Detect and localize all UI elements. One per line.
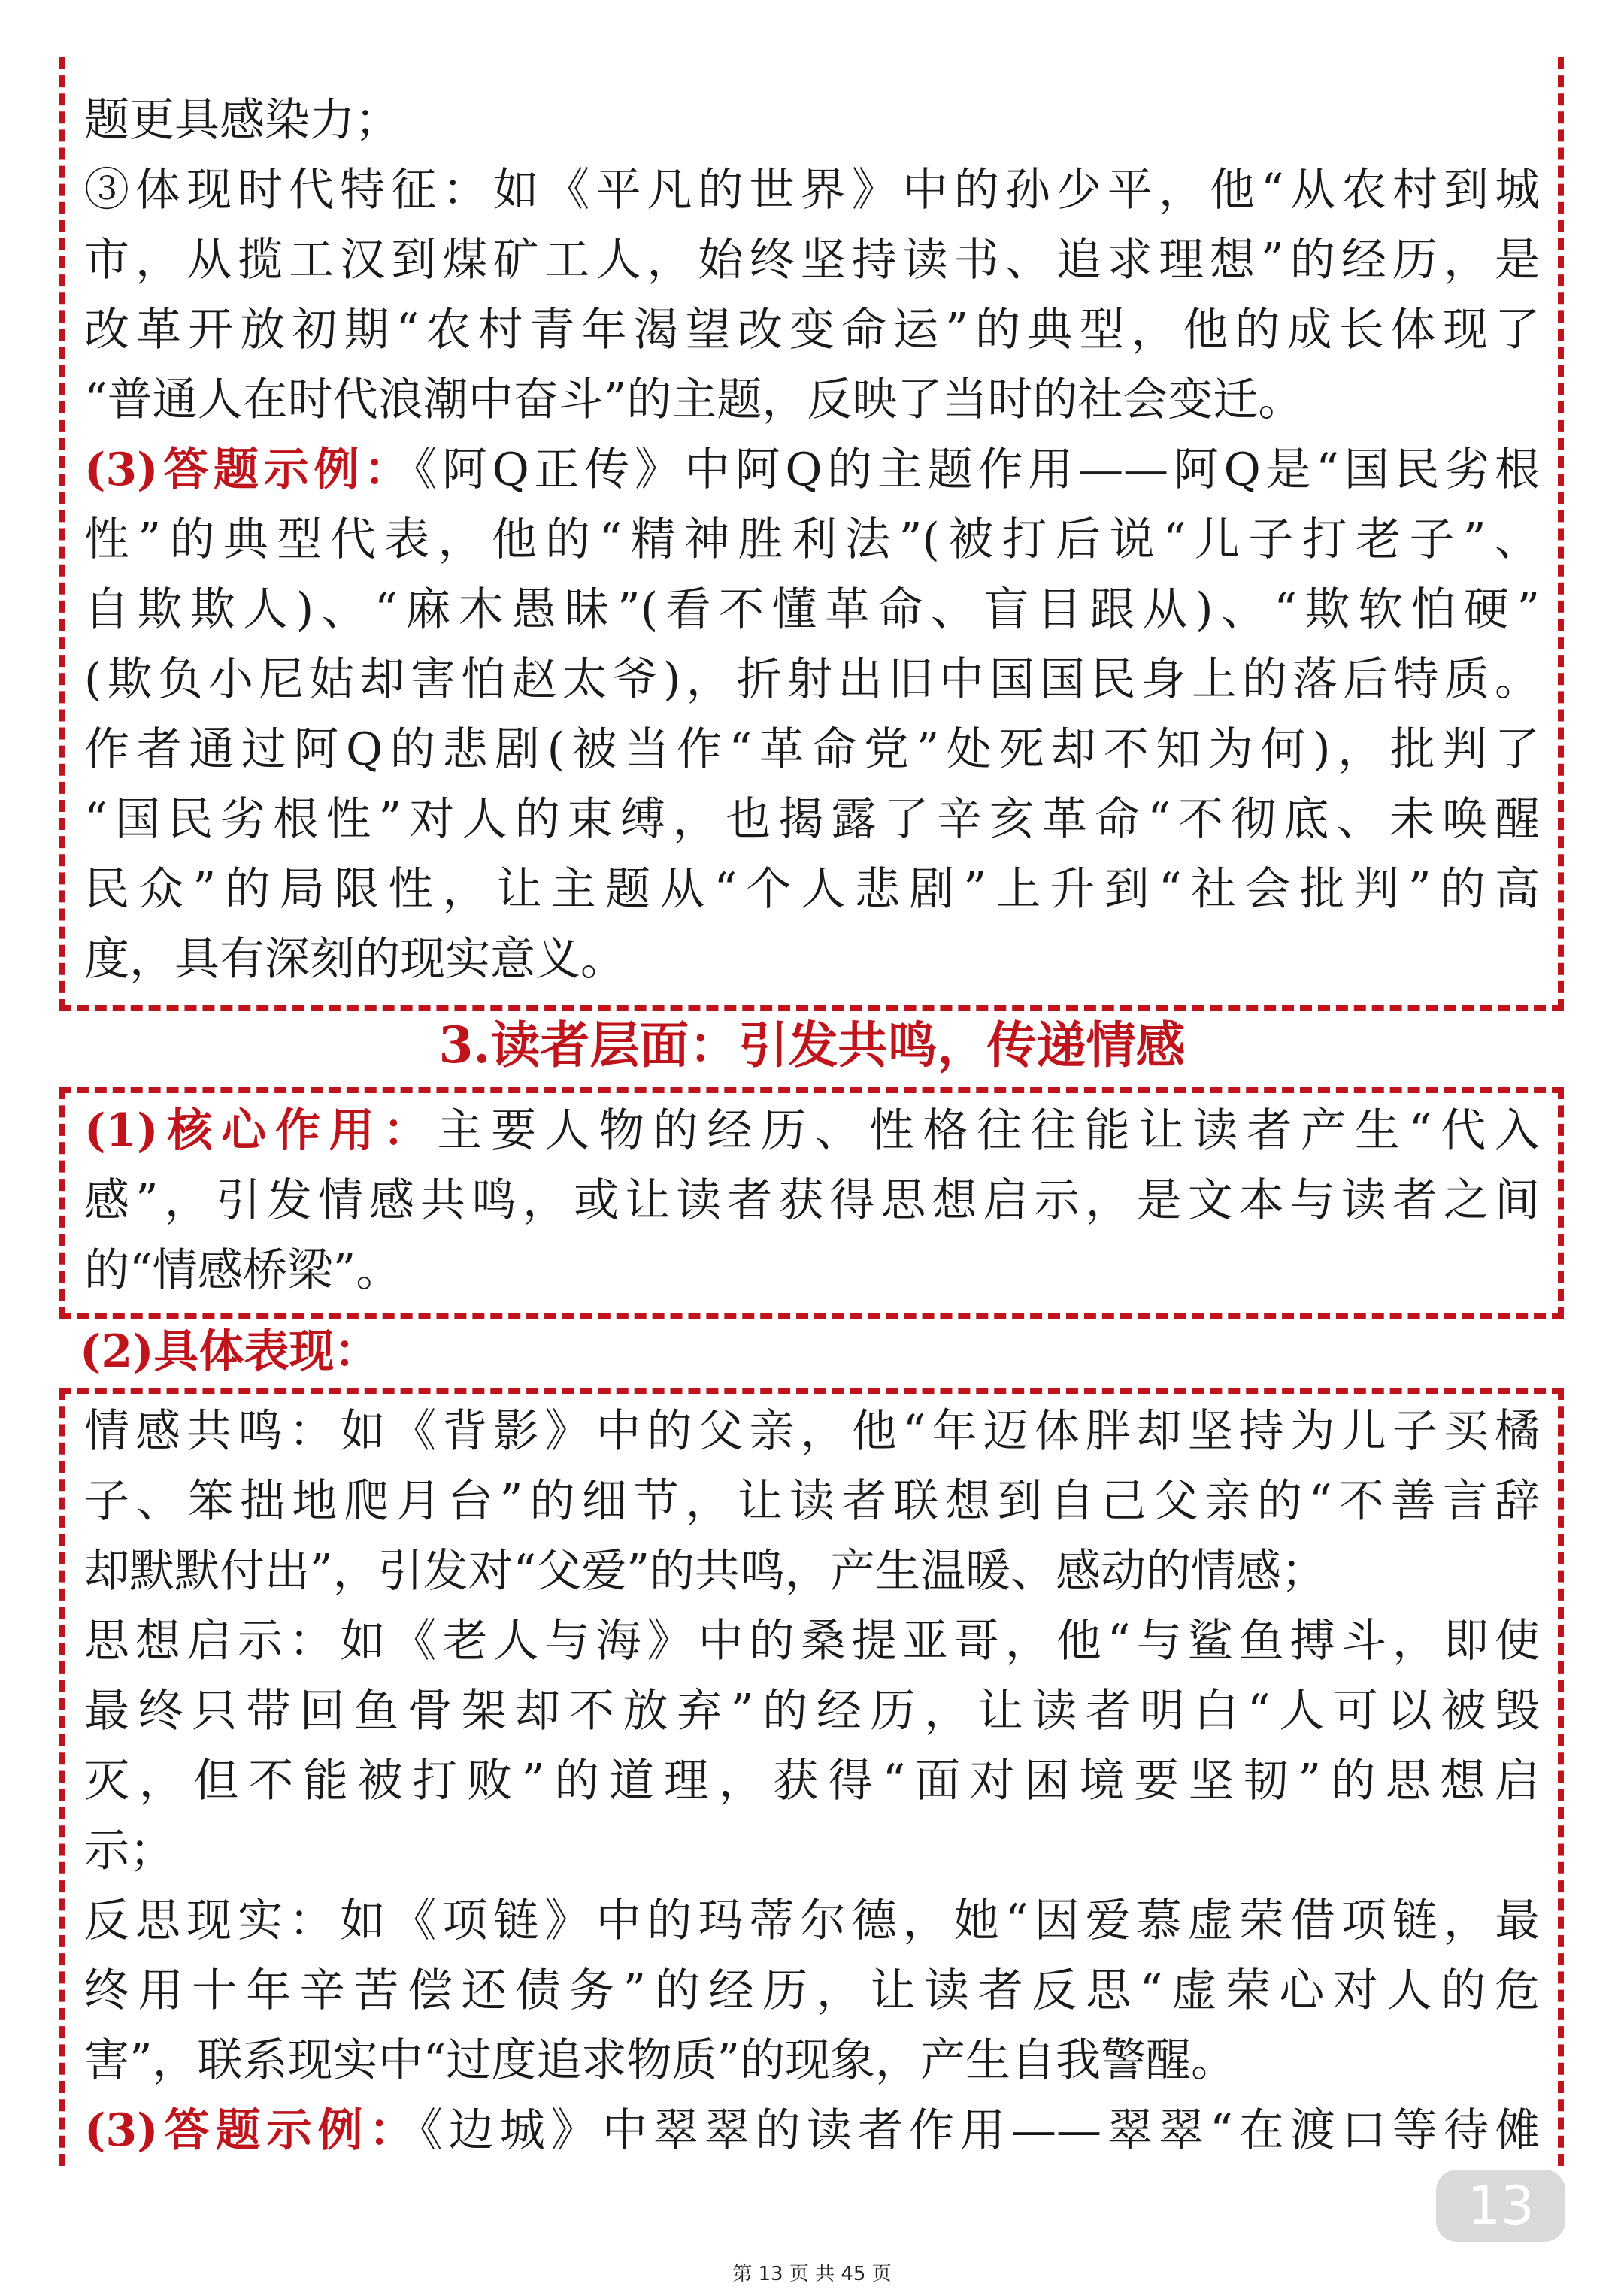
text-line: 最终只带回鱼骨架却不放弃”的经历，让读者明白“人可以被毁 — [84, 1685, 1540, 1737]
answer-example-label: (3)答题示例： — [84, 2104, 420, 2157]
text-line: 自欺欺人)、“麻木愚昧”(看不懂革命、盲目跟从)、“欺软怕硬” — [84, 583, 1540, 636]
text-line: 改革开放初期“农村青年渴望改变命运”的典型，他的成长体现了 — [84, 304, 1540, 356]
page-footer: 第 13 页 共 45 页 — [732, 2263, 892, 2285]
text-line: “国民劣根性”对人的束缚，也揭露了辛亥革命“不彻底、未唤醒 — [84, 793, 1540, 846]
core-function-label: (1)核心作用： — [84, 1104, 438, 1157]
text-line: 的“情感桥梁”。 — [84, 1244, 401, 1297]
example-line — [84, 435, 1540, 505]
theme-content-box — [59, 57, 1564, 1011]
text-span: 《阿Q正传》中阿Q的主题作用——阿Q是“国民劣根 — [414, 444, 1540, 496]
text-line: 害”，联系现实中“过度追求物质”的现象，产生自我警醒。 — [84, 2034, 1237, 2087]
text-line: 度，具有深刻的现实意义。 — [84, 933, 626, 986]
text-span: 主要人物的经历、性格往往能让读者产生“代入 — [437, 1104, 1540, 1157]
text-line: 作者通过阿Q的悲剧(被当作“革命党”处死却不知为何)，批判了 — [84, 723, 1540, 776]
text-line: 思想启示：如《老人与海》中的桑提亚哥，他“与鲨鱼搏斗，即使 — [84, 1615, 1540, 1667]
text-line: “普通人在时代浪潮中奋斗”的主题，反映了当时的社会变迁。 — [84, 374, 1304, 426]
text-line: 性”的典型代表，他的“精神胜利法”(被打后说“儿子打老子”、 — [84, 513, 1540, 566]
text-line: ③体现时代特征：如《平凡的世界》中的孙少平，他“从农村到城 — [84, 164, 1540, 217]
text-line: 感”，引发情感共鸣，或让读者获得思想启示，是文本与读者之间 — [84, 1174, 1540, 1227]
text-line: 市，从揽工汉到煤矿工人，始终坚持读书、追求理想”的经历，是 — [84, 234, 1540, 286]
text-line: (欺负小尼姑却害怕赵太爷)，折射出旧中国国民身上的落后特质。 — [84, 653, 1540, 706]
text-line: 却默默付出”，引发对“父爱”的共鸣，产生温暖、感动的情感； — [84, 1545, 1327, 1598]
core-line — [84, 1096, 1540, 1166]
text-line: 题更具感染力； — [84, 94, 400, 147]
page-number-badge: 13 — [1436, 2170, 1565, 2242]
text-line: 反思现实：如《项链》中的玛蒂尔德，她“因爱慕虚荣借项链，最 — [84, 1895, 1540, 1947]
text-line: 情感共鸣：如《背影》中的父亲，他“年迈体胖却坚持为儿子买橘 — [84, 1405, 1540, 1458]
manifestation-box — [59, 1388, 1564, 2166]
example-line — [84, 2096, 1540, 2166]
concrete-manifestation-label: (2)具体表现： — [80, 1325, 380, 1378]
core-function-box — [59, 1087, 1564, 1319]
text-line: 灭，但不能被打败”的道理，获得“面对困境要坚韧”的思想启 — [84, 1755, 1540, 1807]
text-line: 终用十年辛苦偿还债务”的经历，让读者反思“虚荣心对人的危 — [84, 1964, 1540, 2017]
text-span: 《边城》中翠翠的读者作用——翠翠“在渡口等待傩 — [420, 2104, 1540, 2157]
text-line: 民众”的局限性，让主题从“个人悲剧”上升到“社会批判”的高 — [84, 863, 1540, 916]
text-line: 示； — [84, 1825, 174, 1877]
section-heading: 3.读者层面：引发共鸣，传递情感 — [438, 1016, 1186, 1074]
text-line: 子、笨拙地爬月台”的细节，让读者联想到自己父亲的“不善言辞 — [84, 1475, 1540, 1528]
answer-example-label: (3)答题示例： — [84, 444, 415, 496]
